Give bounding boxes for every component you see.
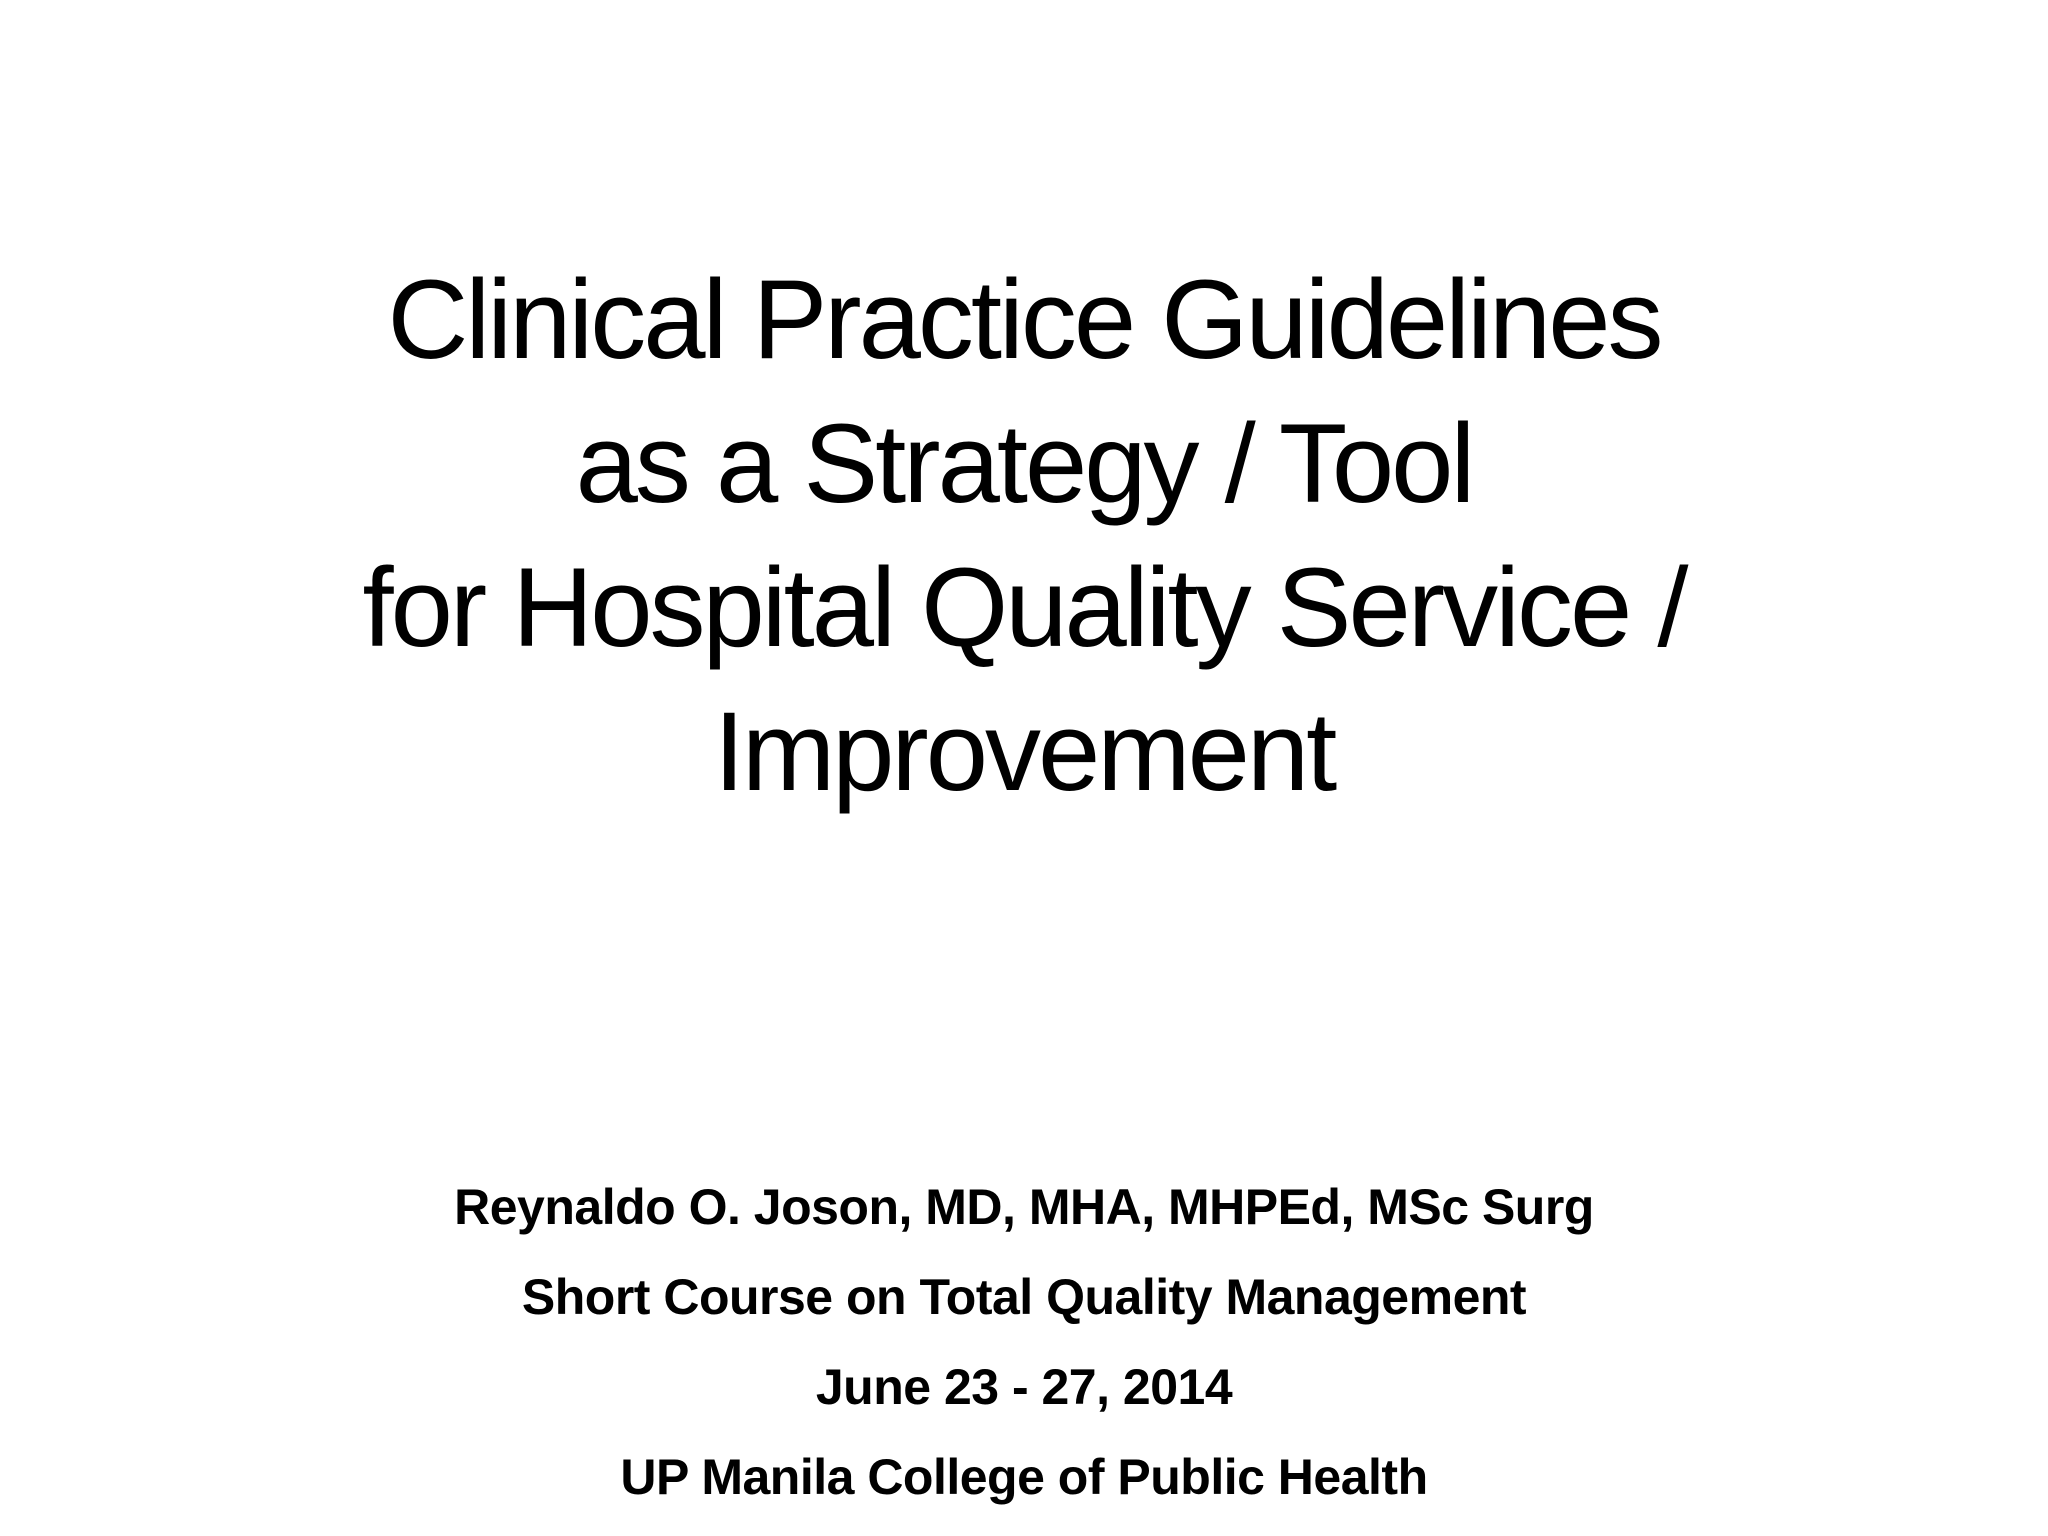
title-line-2: as a Strategy / Tool <box>575 401 1473 526</box>
institution-line: UP Manila College of Public Health <box>620 1449 1428 1505</box>
dates-line: June 23 - 27, 2014 <box>815 1359 1233 1415</box>
slide-subtitle <box>140 1162 1908 1522</box>
title-line-4: Improvement <box>713 689 1335 814</box>
slide-title <box>140 248 1908 824</box>
title-line-3: for Hospital Quality Service / <box>362 545 1686 670</box>
author-line: Reynaldo O. Joson, MD, MHA, MHPEd, MSc Surg <box>454 1179 1594 1235</box>
course-line: Short Course on Total Quality Management <box>521 1269 1527 1325</box>
title-line-1: Clinical Practice Guidelines <box>387 257 1661 382</box>
